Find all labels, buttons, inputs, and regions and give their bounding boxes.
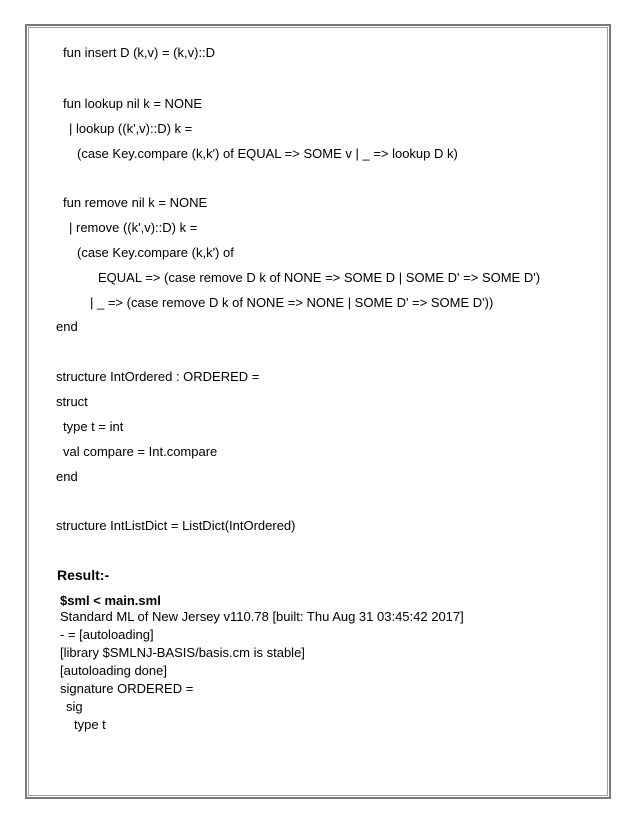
code-line-struct: struct — [56, 394, 88, 409]
code-line-lookup-3: (case Key.compare (k,k') of EQUAL => SOME v | _ => lookup D k) — [77, 146, 458, 161]
code-line-remove-1: fun remove nil k = NONE — [63, 195, 208, 210]
code-line-remove-3: (case Key.compare (k,k') of — [77, 245, 234, 260]
code-line-remove-4: EQUAL => (case remove D k of NONE => SOME D | SOME D' => SOME D') — [98, 270, 541, 285]
result-line-3: [library $SMLNJ-BASIS/basis.cm is stable] — [60, 645, 305, 660]
result-line-4: [autoloading done] — [60, 663, 167, 678]
code-line-lookup-2: | lookup ((k',v)::D) k = — [69, 121, 193, 136]
result-line-5: signature ORDERED = — [60, 681, 194, 696]
code-line-structure-intordered: structure IntOrdered : ORDERED = — [56, 369, 260, 384]
code-line-remove-2: | remove ((k',v)::D) k = — [69, 220, 198, 235]
code-line-end-2: end — [56, 469, 78, 484]
result-command: $sml < main.sml — [60, 593, 161, 608]
result-line-6: sig — [66, 699, 83, 714]
code-line-end: end — [56, 319, 78, 334]
result-line-1: Standard ML of New Jersey v110.78 [built: Thu Aug 31 03:45:42 2017] — [60, 609, 464, 624]
code-line-insert: fun insert D (k,v) = (k,v)::D — [63, 45, 216, 60]
result-line-2: - = [autoloading] — [60, 627, 154, 642]
code-line-remove-5: | _ => (case remove D k of NONE => NONE | SOME D' => SOME D')) — [90, 295, 494, 310]
code-line-lookup-1: fun lookup nil k = NONE — [63, 96, 203, 111]
result-line-7: type t — [74, 717, 106, 732]
code-line-val-compare: val compare = Int.compare — [63, 444, 218, 459]
result-heading: Result:- — [57, 567, 110, 583]
code-line-type-t: type t = int — [63, 419, 124, 434]
code-line-intlistdict: structure IntListDict = ListDict(IntOrdered) — [56, 518, 296, 533]
